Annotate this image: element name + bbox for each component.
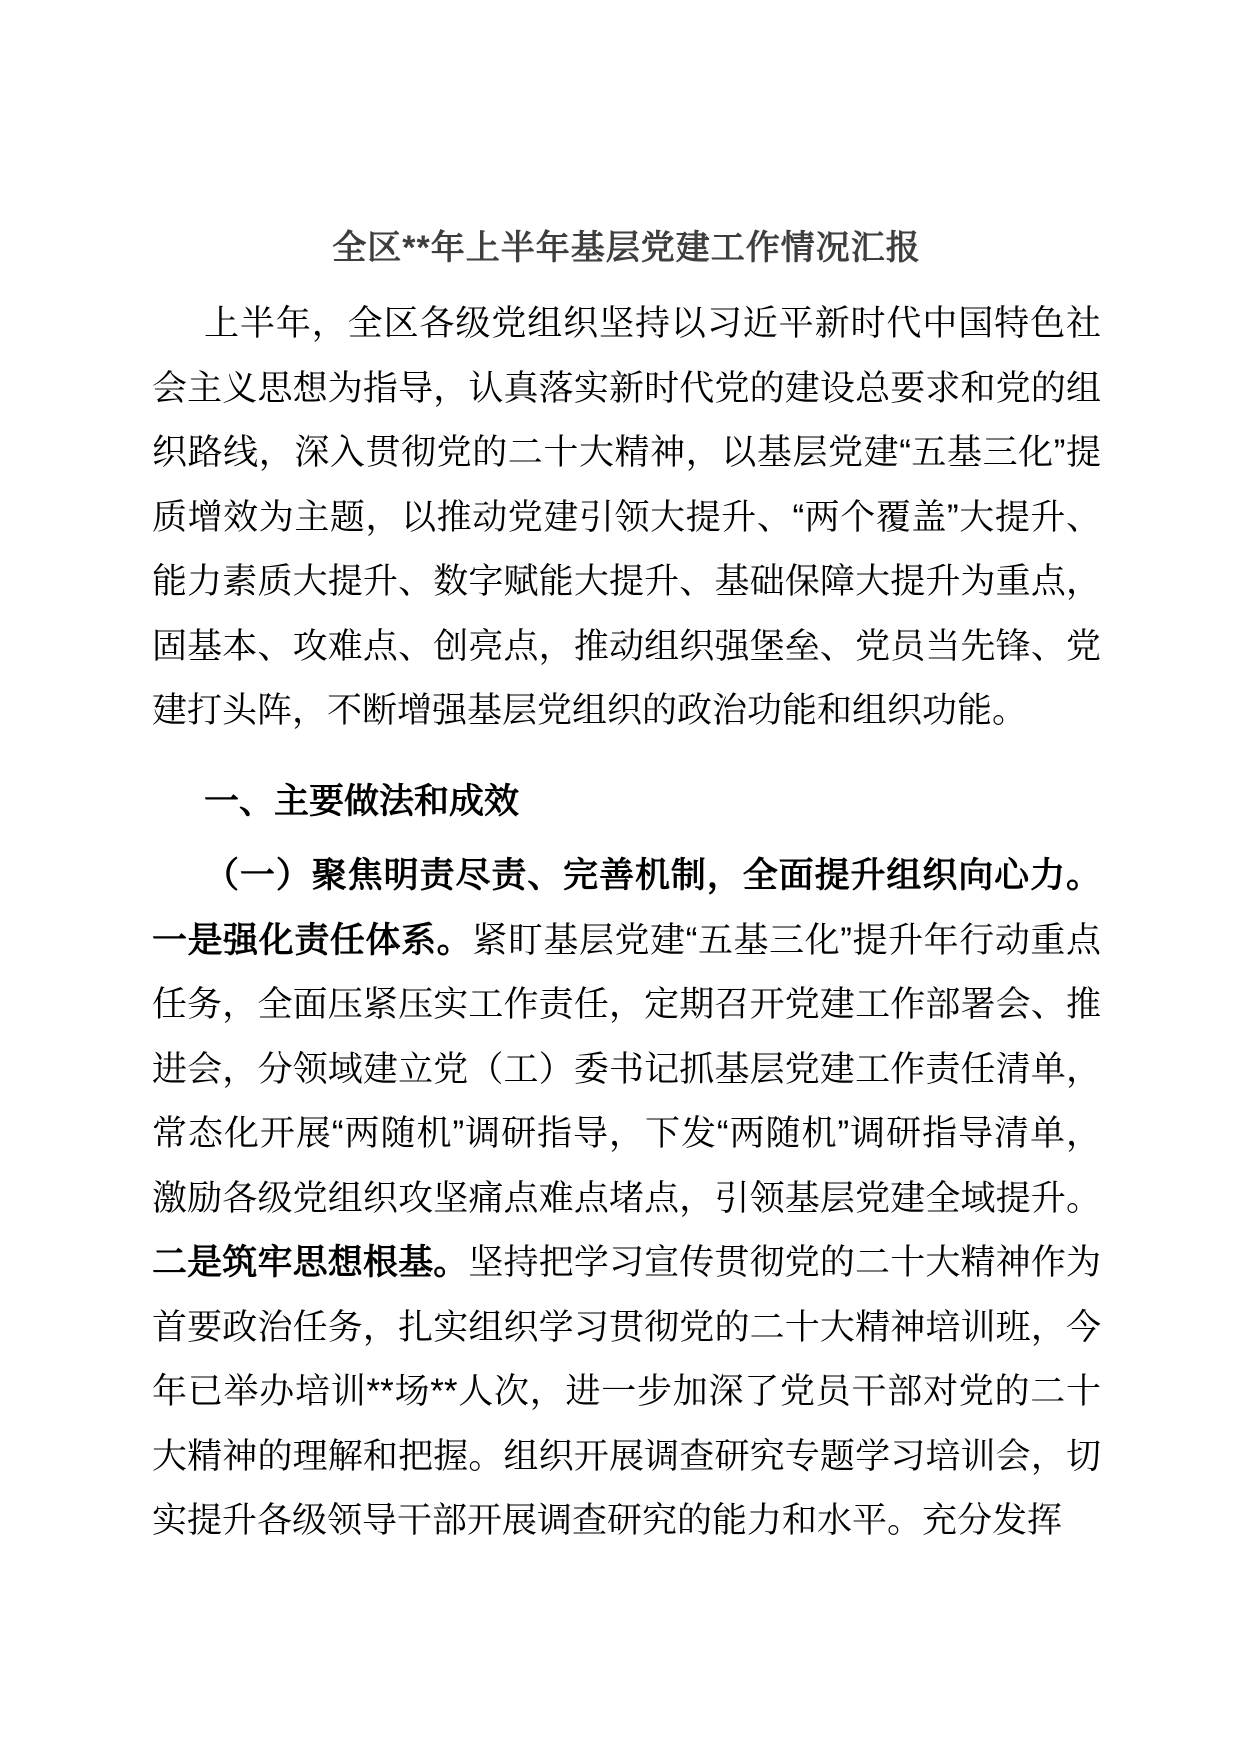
text-run-bold: （一）聚焦明责尽责、完善机制，全面提升组织向心力。一是强化责任体系。 xyxy=(152,856,1101,960)
text-run-bold: 二是筑牢思想根基。 xyxy=(152,1243,469,1282)
text-run: 坚持把学习宣传贯彻党的二十大精神作为首要政治任务，扎实组织学习贯彻党的二十大精神培训班，今年已举办培训**场**人次，进一步加深了党员干部对党的二十大精神的理解和把握。组织开展调查研究专题学习培训会，切实提升各级领导干部开展调查研究的能力和水平。充分发挥 xyxy=(152,1243,1101,1540)
text-run-bold: 一、主要做法和成效 xyxy=(204,781,520,821)
paragraph xyxy=(152,844,1101,1554)
text-run: 上半年，全区各级党组织坚持以习近平新时代中国特色社会主义思想为指导，认真落实新时代党的建设总要求和党的组织路线，深入贯彻党的二十大精神，以基层党建“五基三化”提质增效为主题，以推动党建引领大提升、“两个覆盖”大提升、能力素质大提升、数字赋能大提升、基础保障大提升为重点，固基本、攻难点、创亮点，推动组织强堡垒、党员当先锋、党建打头阵，不断增强基层党组织的政治功能和组织功能。 xyxy=(152,304,1101,730)
paragraph xyxy=(152,292,1101,744)
section-heading xyxy=(152,770,1101,835)
document-body xyxy=(0,292,1240,1554)
text-run: 紧盯基层党建“五基三化”提升年行动重点任务，全面压紧压实工作责任，定期召开党建工作部署会、推进会，分领域建立党（工）委书记抓基层党建工作责任清单，常态化开展“两随机”调研指导，下发“两随机”调研指导清单，激励各级党组织攻坚痛点难点堵点，引领基层党建全域提升。 xyxy=(152,920,1101,1218)
document-title: 全区**年上半年基层党建工作情况汇报 xyxy=(332,229,921,267)
